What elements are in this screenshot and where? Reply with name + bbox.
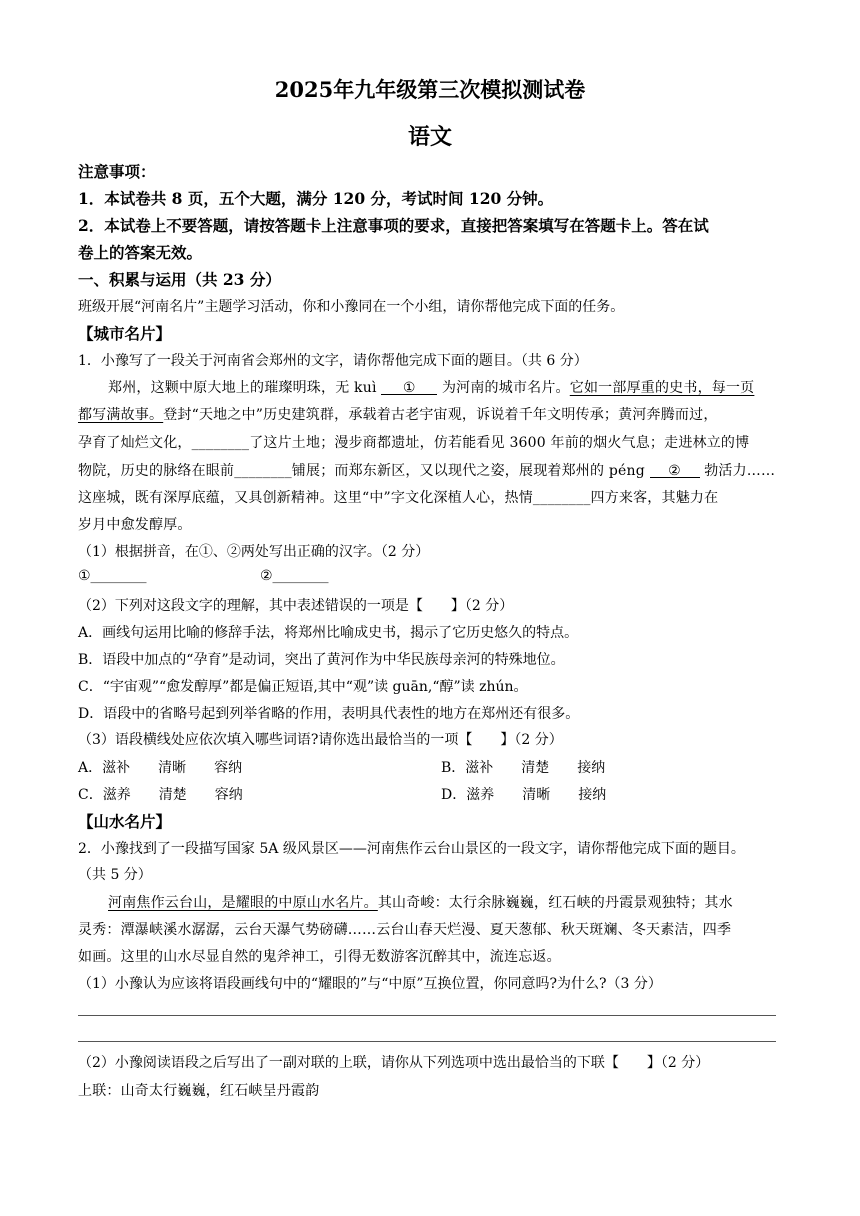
choice-d: D．滋养 清晰 接纳 bbox=[441, 787, 607, 803]
scenery-passage-line-2: 灵秀：潭瀑峡溪水潺潺，云台天瀑气势磅礴……云台山春天烂漫、夏天葱郁、秋天斑斓、冬天素洁，四季 bbox=[78, 922, 732, 938]
passage-text: 郑州，这颗中原大地上的璀璨明珠，无 kuì bbox=[108, 380, 377, 396]
city-passage-line-3: 孕育了灿烂文化，________了这片土地；漫步商都遗址，仿若能看见 3600 年前的烟火气息；走进林立的博 bbox=[78, 435, 750, 451]
scenery-passage-line-1 bbox=[108, 892, 733, 912]
option-c: C．“宇宙观”“愈发醇厚”都是偏正短语,其中“观”读 guān,“醇”读 zhún。 bbox=[78, 679, 528, 695]
section-1-heading: 一、积累与运用（共 23 分） bbox=[78, 270, 281, 289]
couplet-first-line: 上联：山奇太行巍巍，红石峡呈丹霞韵 bbox=[78, 1083, 320, 1099]
choice-c: C．滋养 清楚 容纳 bbox=[78, 787, 243, 803]
passage-text: 其山奇峻：太行余脉巍巍，红石峡的丹霞景观独特；其水 bbox=[377, 895, 733, 911]
scenery-passage-line-3: 如画。这里的山水尽显自然的鬼斧神工，引得无数游客沉醉其中，流连忘返。 bbox=[78, 949, 561, 965]
question-1-3: （3）语段横线处应依次填入哪些词语?请你选出最恰当的一项【 】（2 分） bbox=[78, 732, 563, 748]
blank-1 bbox=[381, 380, 437, 395]
passage-text: 为河南的城市名片。 bbox=[441, 380, 570, 396]
question-2-2: （2）小豫阅读语段之后写出了一副对联的上联，请你从下列选项中选出最恰当的下联【 】（2 分） bbox=[78, 1055, 710, 1071]
passage-text: 登封“天地之中”历史建筑群，承载着古老宇宙观，诉说着千年文明传承；黄河奔腾而过， bbox=[163, 407, 718, 423]
city-passage-line-1 bbox=[108, 377, 754, 397]
question-2-stem-line-1: 2．小豫找到了一段描写国家 5A 级风景区——河南焦作云台山景区的一段文字，请你帮他完成下面的题目。 bbox=[78, 841, 745, 857]
option-a: A．画线句运用比喻的修辞手法，将郑州比喻成史书，揭示了它历史悠久的特点。 bbox=[78, 625, 579, 641]
question-2-stem-line-2: （共 5 分） bbox=[78, 867, 152, 883]
city-card-heading: 【城市名片】 bbox=[78, 324, 172, 343]
city-passage-line-4 bbox=[78, 460, 775, 480]
question-1-2: （2）下列对这段文字的理解，其中表述错误的一项是【 】（2 分） bbox=[78, 598, 514, 614]
option-d: D．语段中的省略号起到列举省略的作用，表明具代表性的地方在郑州还有很多。 bbox=[78, 706, 580, 722]
passage-text: 物院，历史的脉络在眼前________铺展；而郑东新区，又以现代之姿，展现着郑州的 péng bbox=[78, 463, 645, 479]
underlined-sentence: 河南焦作云台山，是耀眼的中原山水名片。 bbox=[108, 895, 378, 911]
blank-2 bbox=[650, 463, 700, 478]
notice-item-1: 1．本试卷共 8 页，五个大题，满分 120 分，考试时间 120 分钟。 bbox=[78, 189, 554, 208]
choice-b: B．滋补 清楚 接纳 bbox=[441, 760, 606, 776]
question-2-1: （1）小豫认为应该将语段画线句中的“耀眼的”与“中原”互换位置，你同意吗?为什么?（3 分） bbox=[78, 976, 662, 992]
scenery-card-heading: 【山水名片】 bbox=[78, 812, 172, 831]
answer-blank-2: ②________ bbox=[260, 568, 329, 584]
underlined-sentence: 都写满故事。 bbox=[78, 407, 164, 423]
exam-title: 2025年九年级第三次模拟测试卷 bbox=[274, 77, 586, 102]
question-1-1: （1）根据拼音，在①、②两处写出正确的汉字。（2 分） bbox=[78, 544, 430, 560]
city-passage-line-2 bbox=[78, 404, 718, 424]
answer-line-2 bbox=[78, 1041, 776, 1042]
notice-item-2-line-1: 2．本试卷上不要答题，请按答题卡上注意事项的要求，直接把答案填写在答题卡上。答在试 bbox=[78, 216, 709, 235]
passage-text: 勃活力…… bbox=[704, 463, 776, 479]
blank-2-mark: ② bbox=[668, 463, 681, 479]
choice-a: A．滋补 清晰 容纳 bbox=[78, 760, 243, 776]
option-b: B．语段中加点的“孕育”是动词，突出了黄河作为中华民族母亲河的特殊地位。 bbox=[78, 652, 565, 668]
notice-item-2-line-2: 卷上的答案无效。 bbox=[78, 243, 203, 262]
answer-line-1 bbox=[78, 1015, 776, 1016]
section-1-intro: 班级开展“河南名片”主题学习活动，你和小豫同在一个小组，请你帮他完成下面的任务。 bbox=[78, 299, 625, 315]
notice-heading: 注意事项： bbox=[78, 162, 156, 181]
city-passage-line-5: 这座城，既有深厚底蕴，又具创新精神。这里“中”字文化深植人心，热情________四方来客，其魅力在 bbox=[78, 490, 719, 506]
subject-title: 语文 bbox=[407, 124, 452, 150]
city-passage-line-6: 岁月中愈发醇厚。 bbox=[78, 517, 192, 533]
blank-1-mark: ① bbox=[402, 380, 416, 396]
underlined-sentence: 它如一部厚重的史书，每一页 bbox=[569, 380, 755, 396]
answer-blank-1: ①________ bbox=[78, 568, 147, 584]
question-1-stem: 1．小豫写了一段关于河南省会郑州的文字，请你帮他完成下面的题目。（共 6 分） bbox=[78, 353, 588, 369]
